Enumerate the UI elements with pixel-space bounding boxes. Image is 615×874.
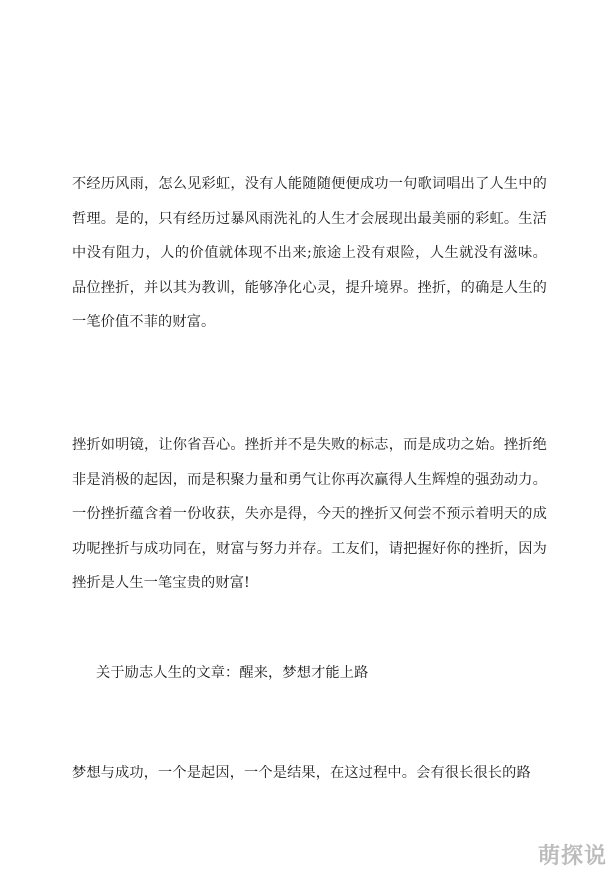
paragraph-setbacks-rainbow: 不经历风雨，怎么见彩虹，没有人能随随便便成功一句歌词唱出了人生中的哲理。是的，只有经历过暴风雨洗礼的人生才会展现出最美丽的彩虹。生活中没有阻力，人的价值就体现不出来;旅途上没有艰险，人生就没有滋味。品位挫折，并以其为教训，能够净化心灵，提升境界。挫折，的确是人生的一笔价值不菲的财富。 xyxy=(72,176,547,331)
section-heading: 关于励志人生的文章：醒来，梦想才能上路 xyxy=(96,665,369,681)
watermark-logo: 萌探说 xyxy=(537,844,607,869)
paragraph-dream-success: 梦想与成功，一个是起因，一个是结果，在这过程中。会有很长很长的路 xyxy=(72,765,531,781)
paragraph-setbacks-mirror: 挫折如明镜，让你省吾心。挫折并不是失败的标志，而是成功之始。挫折绝非是消极的起因，而是积聚力量和勇气让你再次赢得人生辉煌的强劲动力。一份挫折蕴含着一份收获，失亦是得，今天的挫折又何尝不预示着明天的成功呢挫折与成功同在，财富与努力并存。工友们，请把握好你的挫折，因为挫折是人生一笔宝贵的财富! xyxy=(72,437,547,592)
